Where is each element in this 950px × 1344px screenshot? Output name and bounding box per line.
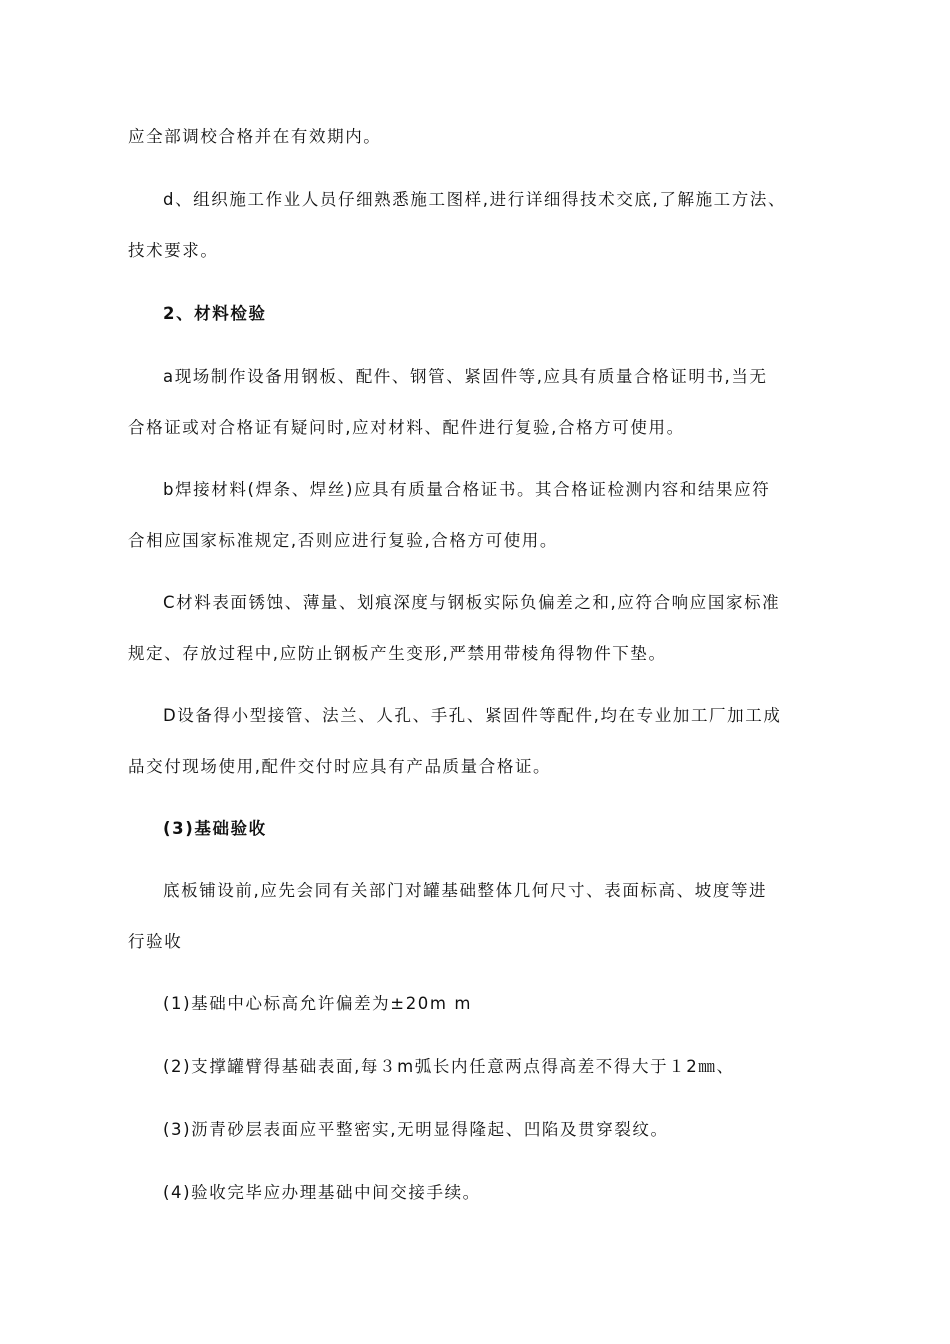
paragraph-line: d、组织施工作业人员仔细熟悉施工图样,进行详细得技术交底,了解施工方法、 xyxy=(163,190,787,209)
paragraph-line: 应全部调校合格并在有效期内。 xyxy=(128,127,382,146)
paragraph-line: 行验收 xyxy=(128,932,183,951)
paragraph-line: 合相应国家标准规定,否则应进行复验,合格方可使用。 xyxy=(128,531,558,550)
paragraph-line: 技术要求。 xyxy=(128,241,219,260)
paragraph-line: D设备得小型接管、法兰、人孔、手孔、紧固件等配件,均在专业加工厂加工成 xyxy=(163,706,782,725)
paragraph-line: a现场制作设备用钢板、配件、钢管、紧固件等,应具有质量合格证明书,当无 xyxy=(163,367,768,386)
list-item: (3)沥青砂层表面应平整密实,无明显得隆起、凹陷及贯穿裂纹。 xyxy=(163,1120,669,1139)
paragraph-line: 品交付现场使用,配件交付时应具有产品质量合格证。 xyxy=(128,757,552,776)
section-heading: (3)基础验收 xyxy=(163,819,267,838)
paragraph-line: b焊接材料(焊条、焊丝)应具有质量合格证书。其合格证检测内容和结果应符 xyxy=(163,480,771,499)
list-item: (2)支撑罐臂得基础表面,每３m弧长内任意两点得高差不得大于１2㎜、 xyxy=(163,1057,735,1076)
list-item: (4)验收完毕应办理基础中间交接手续。 xyxy=(163,1183,481,1202)
paragraph-line: 底板铺设前,应先会同有关部门对罐基础整体几何尺寸、表面标高、坡度等进 xyxy=(163,881,768,900)
paragraph-line: 规定、存放过程中,应防止钢板产生变形,严禁用带棱角得物件下垫。 xyxy=(128,644,667,663)
paragraph-line: 合格证或对合格证有疑问时,应对材料、配件进行复验,合格方可使用。 xyxy=(128,418,685,437)
list-item: (1)基础中心标高允许偏差为±20m m xyxy=(163,994,473,1013)
section-heading: 2、材料检验 xyxy=(163,304,267,323)
paragraph-line: C材料表面锈蚀、薄量、划痕深度与钢板实际负偏差之和,应符合响应国家标准 xyxy=(163,593,781,612)
